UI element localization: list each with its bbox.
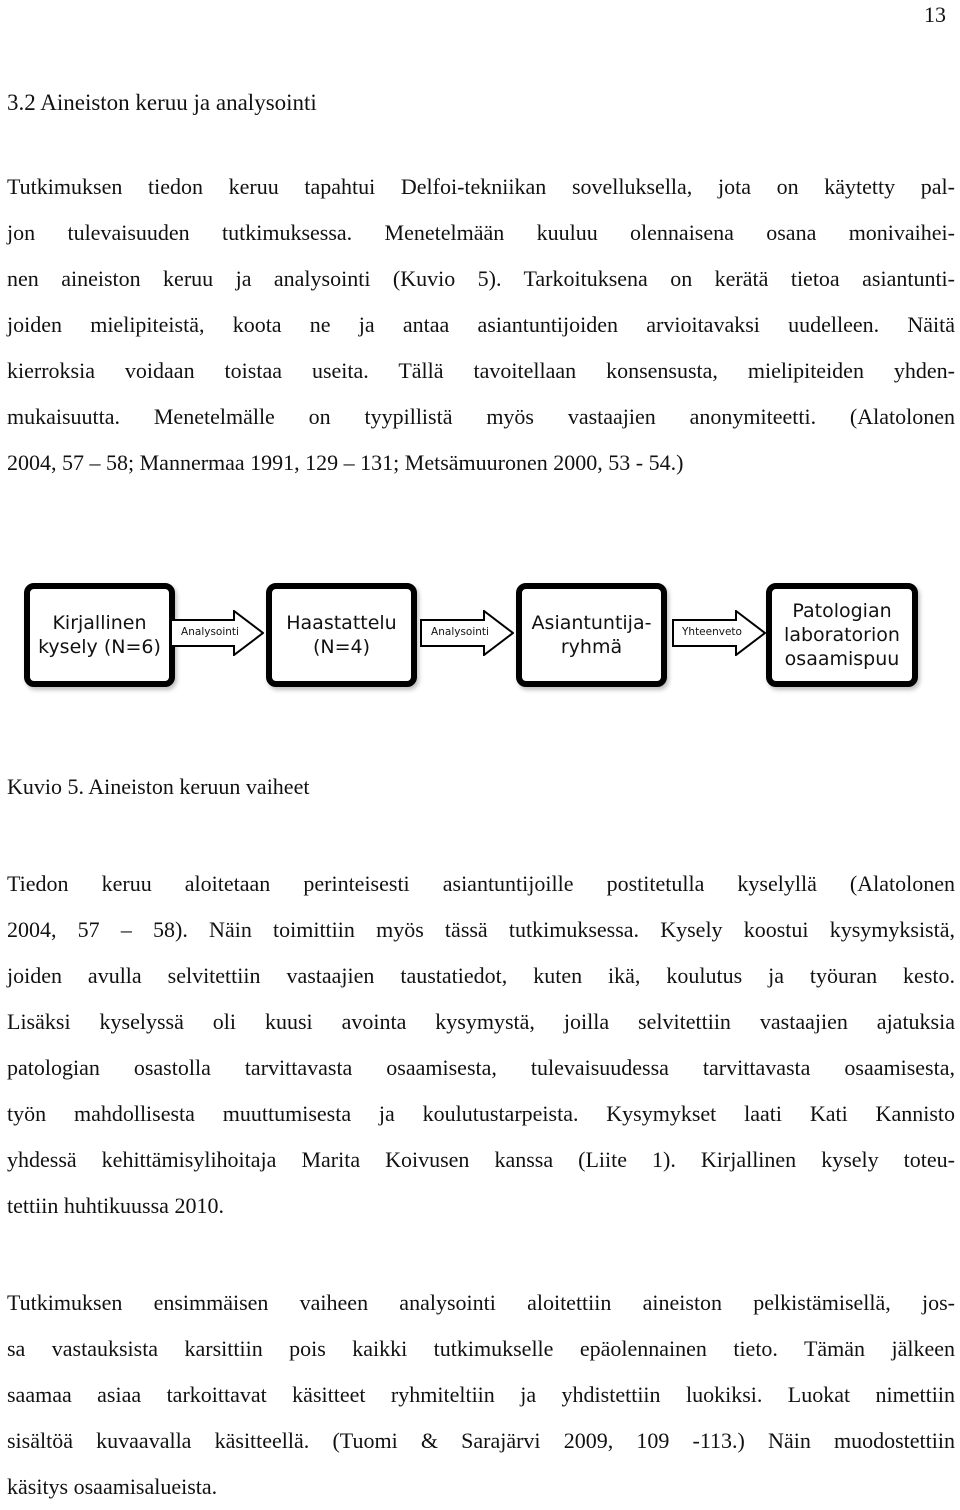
- text-line: Lisäksi kyselyssä oli kuusi avointa kysymystä, joilla selvitettiin vastaajien ajatuksia: [7, 1009, 955, 1034]
- text-line: joiden avulla selvitettiin vastaajien taustatiedot, kuten ikä, koulutus ja työuran kesto.: [7, 963, 955, 988]
- text-line: jon tulevaisuuden tutkimuksessa. Menetelmään kuuluu olennaisena osana monivaihei-: [7, 220, 955, 245]
- stage-label: Asiantuntija- ryhmä: [531, 612, 652, 658]
- stage-box-expert-group: [516, 583, 667, 687]
- arrow-label: Analysointi: [431, 626, 489, 638]
- data-collection-flow-diagram: [24, 583, 950, 693]
- arrow-summary: [672, 610, 766, 656]
- text-line: Tutkimuksen tiedon keruu tapahtui Delfoi-tekniikan sovelluksella, jota on käytetty pal-: [7, 174, 955, 199]
- arrow-label: Yhteenveto: [682, 626, 742, 638]
- section-heading: 3.2 Aineiston keruu ja analysointi: [7, 90, 317, 115]
- arrow-analysis-1: [170, 610, 264, 656]
- arrow-analysis-2: [420, 610, 514, 656]
- stage-label: Kirjallinen kysely (N=6): [38, 612, 161, 658]
- text-line: 2004, 57 – 58). Näin toimittiin myös tässä tutkimuksessa. Kysely koostui kysymyksistä,: [7, 917, 955, 942]
- text-line: saamaa asiaa tarkoittavat käsitteet ryhmiteltiin ja yhdistettiin luokiksi. Luokat nimettiin: [7, 1382, 955, 1407]
- paragraph-analysis: [7, 1280, 955, 1510]
- text-line: sa vastauksista karsittiin pois kaikki tutkimukselle epäolennainen tieto. Tämän jälkeen: [7, 1336, 955, 1361]
- text-line: yhdessä kehittämisylihoitaja Marita Koivusen kanssa (Liite 1). Kirjallinen kysely toteu-: [7, 1147, 955, 1172]
- text-line: joiden mielipiteistä, koota ne ja antaa asiantuntijoiden arvioitavaksi uudelleen. Näitä: [7, 312, 955, 337]
- text-line: sisältöä kuvaavalla käsitteellä. (Tuomi & Sarajärvi 2009, 109 -113.) Näin muodostettiin: [7, 1428, 955, 1453]
- paragraph-delfoi-method: [7, 164, 955, 486]
- stage-label: Patologian laboratorion osaamispuu: [784, 600, 900, 670]
- text-line: patologian osastolla tarvittavasta osaamisesta, tulevaisuudessa tarvittavasta osaamisesta,: [7, 1055, 955, 1080]
- text-line: mukaisuutta. Menetelmälle on tyypillistä myös vastaajien anonymiteetti. (Alatolonen: [7, 404, 955, 429]
- page-number: 13: [924, 2, 946, 27]
- text-line: tettiin huhtikuussa 2010.: [7, 1193, 224, 1218]
- stage-label: Haastattelu (N=4): [286, 612, 397, 658]
- stage-box-competence-tree: [766, 583, 918, 687]
- text-line: kierroksia voidaan toistaa useita. Tällä tavoitellaan konsensusta, mielipiteiden yhden-: [7, 358, 955, 383]
- text-line: käsitys osaamisalueista.: [7, 1474, 218, 1499]
- paragraph-survey: [7, 861, 955, 1229]
- stage-box-written-survey: [24, 583, 175, 687]
- arrow-label: Analysointi: [181, 626, 239, 638]
- text-line: Tutkimuksen ensimmäisen vaiheen analysointi aloitettiin aineiston pelkistämisellä, jos-: [7, 1290, 955, 1315]
- text-line: Tiedon keruu aloitetaan perinteisesti asiantuntijoille postitetulla kyselyllä (Alatolonen: [7, 871, 955, 896]
- text-line: 2004, 57 – 58; Mannermaa 1991, 129 – 131; Metsämuuronen 2000, 53 - 54.): [7, 450, 684, 475]
- text-line: työn mahdollisesta muuttumisesta ja koulutustarpeista. Kysymykset laati Kati Kannisto: [7, 1101, 955, 1126]
- stage-box-interview: [266, 583, 417, 687]
- figure-caption: Kuvio 5. Aineiston keruun vaiheet: [7, 774, 310, 799]
- text-line: nen aineiston keruu ja analysointi (Kuvio 5). Tarkoituksena on kerätä tietoa asiantunti-: [7, 266, 955, 291]
